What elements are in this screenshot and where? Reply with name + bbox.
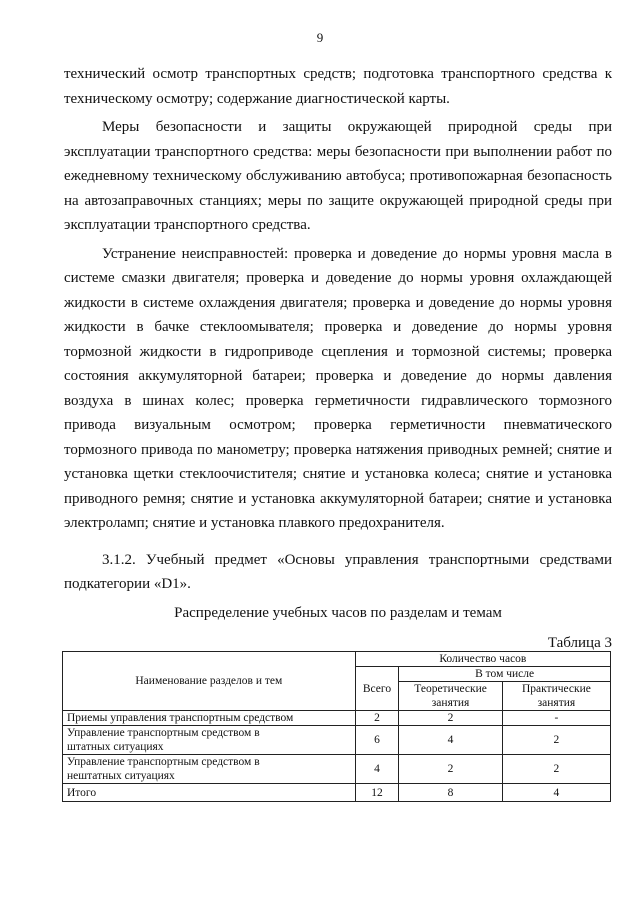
row-theory: 8 [399, 784, 503, 802]
table-header-row [63, 652, 611, 667]
header-section-name: Наименование разделов и тем [63, 652, 356, 711]
row-total: 12 [355, 784, 399, 802]
paragraph-troubleshooting: Устранение неисправностей: проверка и доведение до нормы уровня масла в системе смазки двигателя; проверка и доведение до нормы уровня охлаждающей жидкости в системе охлаждения двигателя; проверка и доведение до нормы уровня жидкости в бачке стеклоомывателя; проверка и доведение до нормы уровня тормозной жидкости в гидроприводе сцепления и тормозной системы; проверка состояния аккумуляторной батареи; проверка и доведение до нормы давления воздуха в шинах колес; проверка герметичности гидравлического тормозного привода визуальным осмотром; проверка герметичности пневматического тормозного привода по манометру; проверка натяжения приводных ремней; снятие и установка щетки стеклоочистителя; снятие и установка колеса; снятие и установка приводного ремня; снятие и установка аккумуляторной батареи; снятие и установка электроламп; снятие и установка плавкого предохранителя. [64, 245, 612, 531]
row-total: 2 [355, 711, 399, 726]
hours-distribution-table [62, 651, 611, 802]
table-row [63, 711, 611, 726]
header-theory: Теоретические занятия [399, 682, 503, 711]
row-practice: 4 [502, 784, 610, 802]
header-hours-count: Количество часов [355, 652, 610, 667]
row-name: Управление транспортным средством в нештатных ситуациях [63, 755, 356, 784]
table-row [63, 726, 611, 755]
row-theory: 4 [399, 726, 503, 755]
header-including: В том числе [399, 667, 611, 682]
row-name: Управление транспортным средством в штатных ситуациях [63, 726, 356, 755]
table-label: Таблица 3 [547, 635, 612, 651]
header-total: Всего [355, 667, 399, 711]
paragraph-safety-measures: Меры безопасности и защиты окружающей природной среды при эксплуатации транспортного средства: меры безопасности при выполнении работ по ежедневному техническому обслуживанию автобуса; противопожарная безопасность на автозаправочных станциях; меры по защите окружающей природной среды при эксплуатации транспортного средства. [64, 119, 612, 233]
table-caption: Распределение учебных часов по разделам и темам [174, 604, 502, 621]
row-practice: 2 [502, 755, 610, 784]
paragraph-subject-heading: 3.1.2. Учебный предмет «Основы управления транспортными средствами подкатегории «D1». [64, 551, 612, 592]
document-body [64, 62, 612, 656]
row-total: 6 [355, 726, 399, 755]
table-row [63, 755, 611, 784]
row-name: Итого [63, 784, 356, 802]
row-theory: 2 [399, 711, 503, 726]
page-number: 9 [316, 30, 324, 45]
row-total: 4 [355, 755, 399, 784]
table-row-total [63, 784, 611, 802]
paragraph-inspection-continued: технический осмотр транспортных средств; подготовка транспортного средства к техническому осмотру; содержание диагностической карты. [64, 66, 612, 107]
row-practice: 2 [502, 726, 610, 755]
row-name: Приемы управления транспортным средством [63, 711, 356, 726]
row-practice: - [502, 711, 610, 726]
header-practice: Практические занятия [502, 682, 610, 711]
row-theory: 2 [399, 755, 503, 784]
